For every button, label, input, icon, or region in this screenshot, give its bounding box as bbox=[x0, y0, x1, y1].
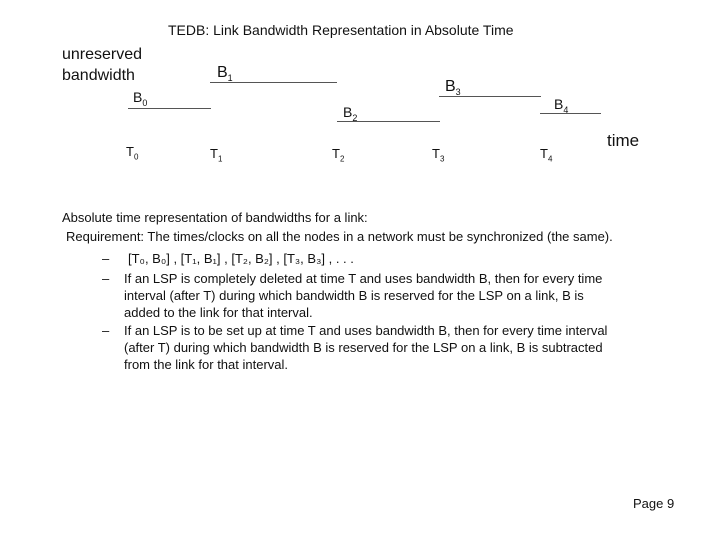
bullet-dash-1: – bbox=[102, 251, 110, 266]
time-label-t2: $T_2$ bbox=[332, 146, 345, 164]
y-axis-label-line2: bandwidth bbox=[62, 67, 135, 84]
bandwidth-level-b0 bbox=[128, 108, 211, 109]
time-label-t3: $T_3$ bbox=[432, 146, 445, 164]
bullet-dash-2: – bbox=[102, 271, 110, 286]
bullet-3-line-2: (after T) during which bandwidth B is reserved for the LSP on a link, B is subtracted bbox=[124, 340, 603, 355]
bullet-1-line-1: [T₀, B₀] , [T₁, B₁] , [T₂, B₂] , [T₃, B₃] , . . . bbox=[128, 251, 354, 266]
bandwidth-level-b1 bbox=[210, 82, 337, 83]
time-label-t0: $T_0$ bbox=[126, 144, 139, 162]
slide-title: TEDB: Link Bandwidth Representation in Absolute Time bbox=[168, 22, 514, 38]
x-axis-label: time bbox=[607, 131, 640, 150]
bullet-2-line-2: interval (after T) during which bandwidth B is reserved for the LSP on a link, B is bbox=[124, 288, 584, 303]
bandwidth-level-b3 bbox=[439, 96, 541, 97]
bandwidth-label-b4: $B_4$ bbox=[554, 96, 569, 115]
body-requirement: Requirement: The times/clocks on all the nodes in a network must be synchronized (the same). bbox=[66, 229, 613, 244]
y-axis-label-line1: unreserved bbox=[62, 46, 143, 63]
time-label-t1: $T_1$ bbox=[210, 146, 223, 164]
bandwidth-label-b1: $B_1$ bbox=[217, 64, 233, 84]
bandwidth-label-b3: $B_3$ bbox=[445, 78, 461, 98]
time-label-t4: $T_4$ bbox=[540, 146, 553, 164]
bullet-3-line-1: If an LSP is to be set up at time T and uses bandwidth B, then for every time interval bbox=[124, 323, 608, 338]
page-number: Page 9 bbox=[633, 496, 675, 511]
bandwidth-level-b4 bbox=[540, 113, 601, 114]
body-heading: Absolute time representation of bandwidths for a link: bbox=[62, 210, 368, 225]
bullet-2-line-1: If an LSP is completely deleted at time T and uses bandwidth B, then for every time bbox=[124, 271, 603, 286]
bandwidth-label-b0: $B_0$ bbox=[133, 89, 148, 108]
bullet-2-line-3: added to the link for that interval. bbox=[124, 305, 313, 320]
bullet-dash-3: – bbox=[102, 323, 110, 338]
bandwidth-level-b2 bbox=[337, 121, 440, 122]
bullet-3-line-3: from the link for that interval. bbox=[124, 357, 289, 372]
bandwidth-label-b2: $B_2$ bbox=[343, 104, 358, 123]
